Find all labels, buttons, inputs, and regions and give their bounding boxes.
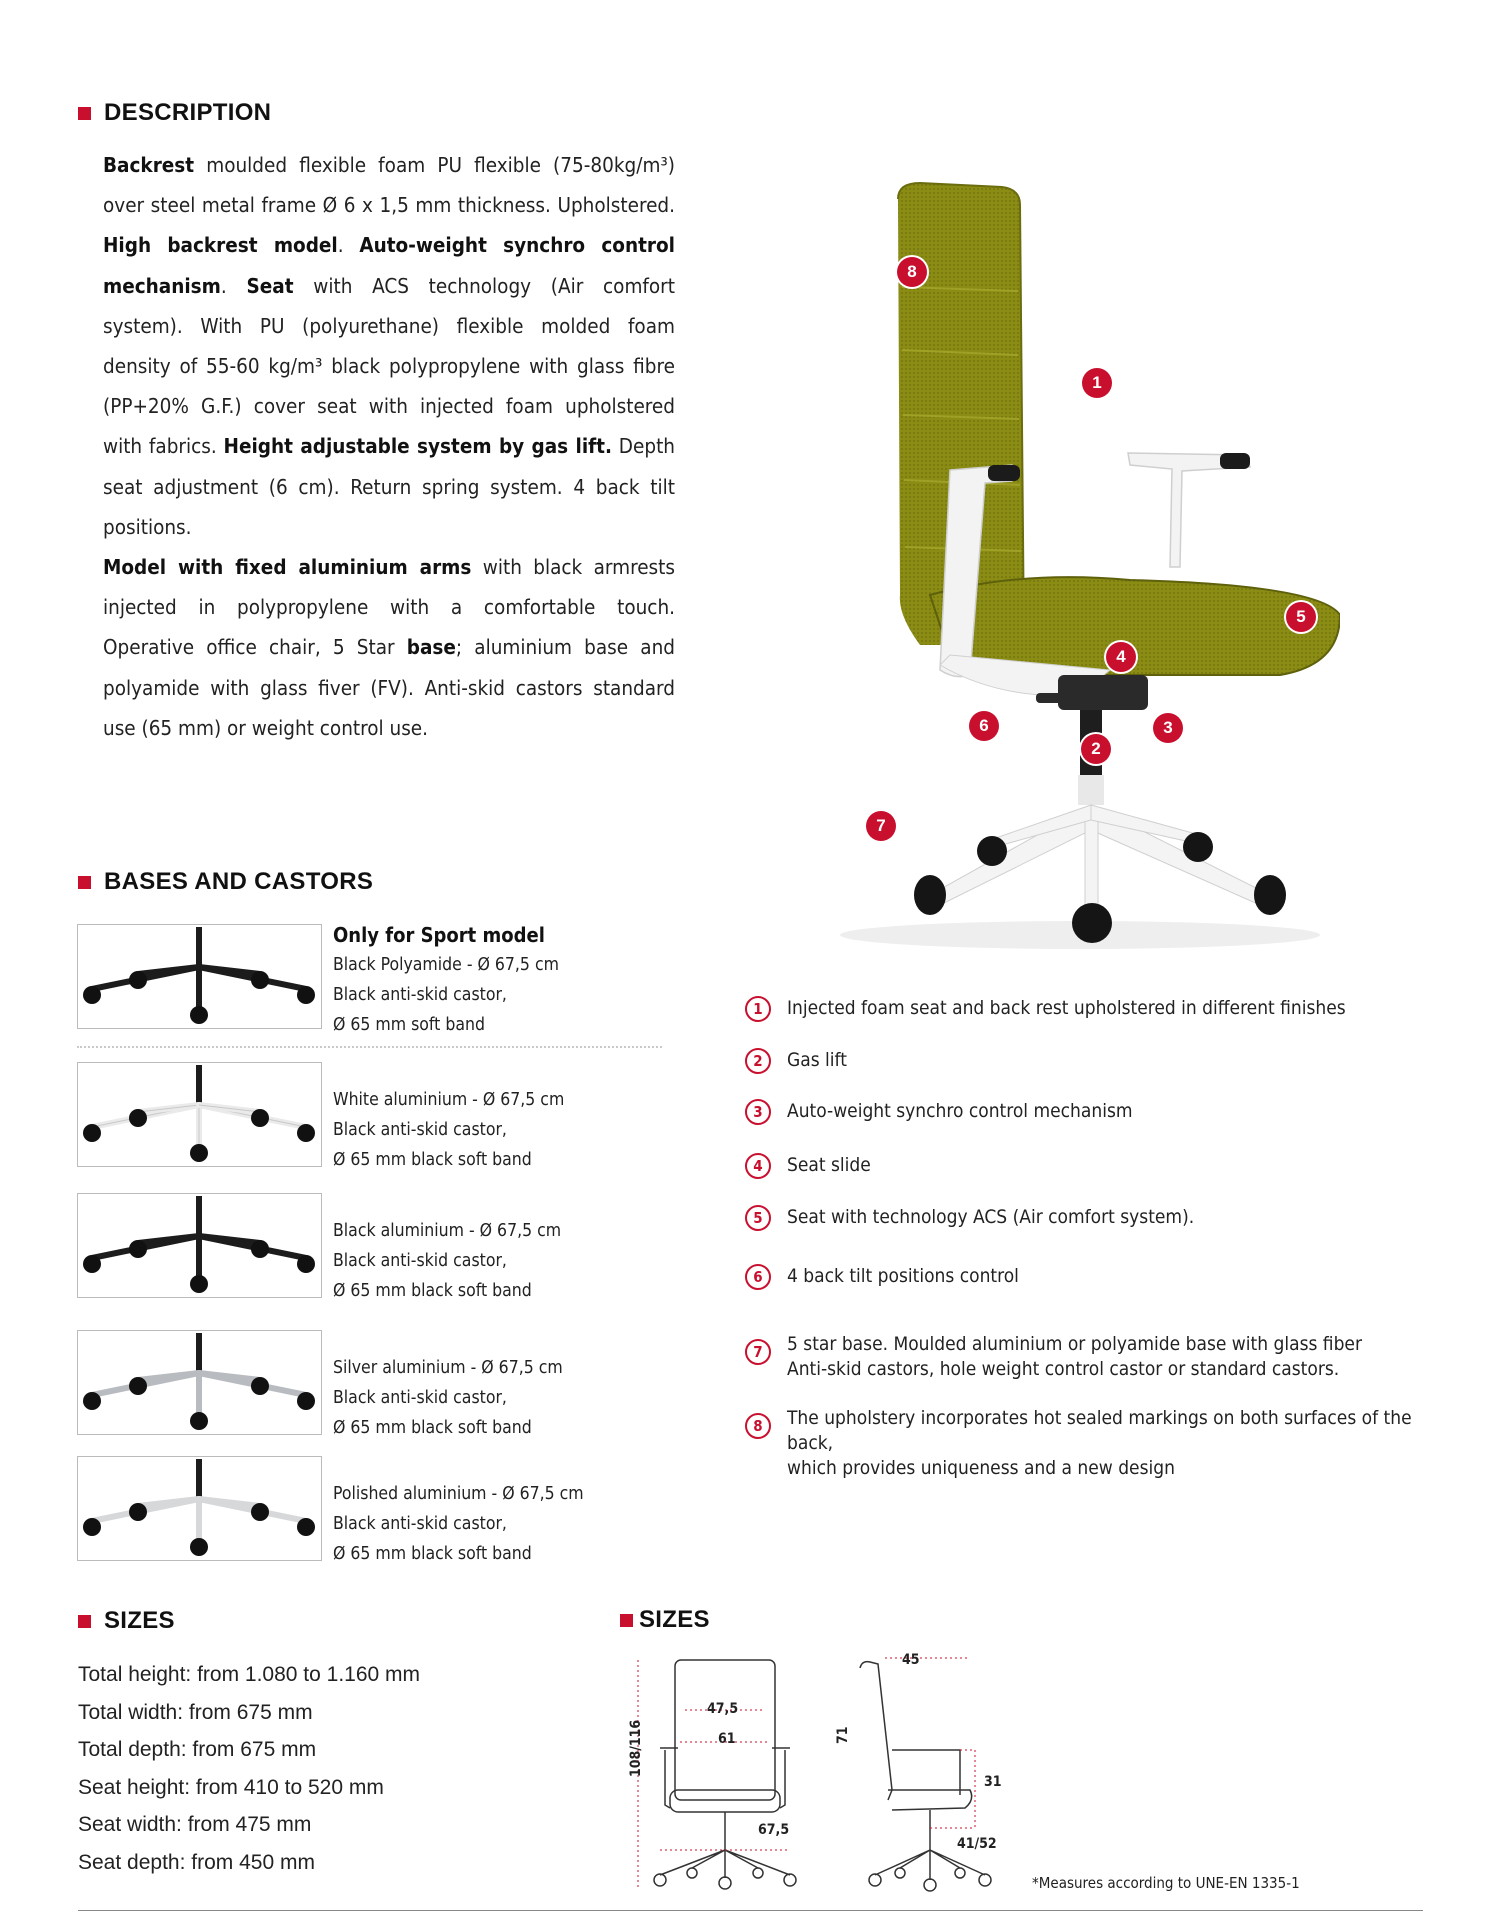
desc-bold: Seat	[246, 273, 294, 298]
base-thumbnail	[77, 1456, 322, 1561]
base-line: Ø 65 mm soft band	[333, 1015, 485, 1035]
divider	[77, 1046, 662, 1048]
dimension-diagram	[630, 1650, 1010, 1900]
desc-text: moulded flexible foam PU flexible (75-80kg/m³) over steel metal frame Ø 6 x 1,5 mm thickness. Upholstered.	[103, 153, 675, 218]
feature-number: 7	[745, 1339, 771, 1365]
base-line: Black anti-skid castor,	[333, 1388, 507, 1408]
desc-text: .	[220, 273, 247, 298]
base-line: Silver aluminium - Ø 67,5 cm	[333, 1358, 563, 1378]
dim-base-width: 67,5	[758, 1822, 790, 1838]
feature-number: 6	[745, 1264, 771, 1290]
bottom-rule	[78, 1910, 1423, 1911]
base-description	[333, 1085, 564, 1175]
base-line: Ø 65 mm black soft band	[333, 1544, 532, 1564]
desc-text: ; aluminium base and polyamide with glass fiver (FV). Anti-skid castors standard use (65 mm) or weight control use.	[103, 635, 675, 740]
sizes-heading-text: SIZES	[104, 1607, 175, 1634]
base-description	[333, 1353, 563, 1443]
feature-text: Auto-weight synchro control mechanism	[787, 1100, 1133, 1122]
feature-item	[745, 1099, 1133, 1125]
feature-line: Anti-skid castors, hole weight control castor or standard castors.	[787, 1358, 1340, 1380]
feature-item	[745, 1264, 1019, 1290]
base-line: Black anti-skid castor,	[333, 1251, 507, 1271]
desc-bold: Backrest	[103, 153, 195, 177]
size-line: Seat width: from 475 mm	[78, 1813, 312, 1836]
desc-text: .	[337, 233, 360, 258]
marker-2: 2	[1081, 734, 1111, 764]
feature-line: The upholstery incorporates hot sealed markings on both surfaces of the back,	[787, 1407, 1412, 1454]
measurement-note: *Measures according to UNE-EN 1335-1	[1032, 1874, 1300, 1892]
bases-heading-text: BASES AND CASTORS	[104, 868, 374, 895]
feature-text: Seat with technology ACS (Air comfort system).	[787, 1206, 1195, 1228]
desc-bold: High backrest model	[103, 233, 338, 258]
marker-3: 3	[1153, 713, 1183, 743]
heading-square-icon	[78, 1615, 91, 1628]
feature-text	[787, 1406, 1445, 1481]
feature-number: 5	[745, 1205, 771, 1231]
dim-arm-width: 61	[718, 1731, 736, 1747]
front-view-drawing	[654, 1660, 796, 1889]
base-line: Black Polyamide - Ø 67,5 cm	[333, 955, 559, 975]
marker-7: 7	[866, 811, 896, 841]
side-view-drawing	[860, 1662, 991, 1891]
feature-line: which provides uniqueness and a new design	[787, 1457, 1175, 1479]
sizes-heading	[78, 1607, 175, 1635]
marker-6: 6	[969, 711, 999, 741]
description-heading-text: DESCRIPTION	[104, 99, 272, 126]
dim-backrest-width: 47,5	[707, 1701, 739, 1717]
size-line: Total width: from 675 mm	[78, 1700, 313, 1724]
feature-number: 4	[745, 1153, 771, 1179]
feature-item	[745, 1048, 847, 1074]
heading-square-icon	[78, 107, 91, 120]
size-line: Seat height: from 410 to 520 mm	[78, 1775, 384, 1799]
base-title: Only for Sport model	[333, 923, 545, 947]
chair-illustration	[780, 175, 1340, 955]
base-line: Black anti-skid castor,	[333, 985, 507, 1005]
marker-4: 4	[1106, 642, 1136, 672]
feature-item	[745, 1153, 871, 1179]
base-star-icon	[78, 925, 320, 1027]
base-line: Polished aluminium - Ø 67,5 cm	[333, 1484, 584, 1504]
feature-item	[745, 996, 1346, 1022]
base-thumbnail	[77, 1330, 322, 1435]
desc-text: with black armrests injected in polypropylene with a comfortable touch. Operative office chair, 5 Star	[103, 555, 676, 660]
desc-bold: Height adjustable system by gas lift.	[223, 434, 612, 459]
feature-text: Gas lift	[787, 1049, 847, 1071]
base-star-icon	[78, 1063, 320, 1165]
base-thumbnail	[77, 1193, 322, 1298]
feature-number: 1	[745, 996, 771, 1022]
size-line: Total depth: from 675 mm	[78, 1738, 317, 1761]
feature-item	[745, 1332, 1362, 1382]
base-line: Black aluminium - Ø 67,5 cm	[333, 1221, 562, 1241]
base-description	[333, 920, 559, 1040]
desc-bold: Auto-weight synchro control mechanism	[103, 233, 675, 298]
base-line: Ø 65 mm black soft band	[333, 1418, 532, 1438]
dim-total-height: 108/116	[628, 1719, 644, 1777]
heading-square-icon	[78, 876, 91, 889]
description-paragraph-2	[103, 547, 675, 748]
heading-square-icon	[620, 1614, 633, 1627]
bases-heading	[78, 868, 373, 896]
marker-1: 1	[1082, 368, 1112, 398]
base-star-icon	[78, 1194, 320, 1296]
feature-text: 4 back tilt positions control	[787, 1265, 1019, 1287]
feature-number: 2	[745, 1048, 771, 1074]
base-line: Black anti-skid castor,	[333, 1120, 507, 1140]
diagram-heading	[620, 1606, 710, 1634]
chair-image	[780, 175, 1340, 955]
base-line: White aluminium - Ø 67,5 cm	[333, 1090, 565, 1110]
desc-bold: base	[406, 635, 456, 660]
marker-8: 8	[897, 257, 927, 287]
dim-arm-height: 31	[984, 1774, 1002, 1790]
feature-text: Seat slide	[787, 1154, 871, 1176]
base-thumbnail	[77, 1062, 322, 1167]
feature-item	[745, 1205, 1194, 1231]
base-description	[333, 1479, 584, 1569]
base-line: Black anti-skid castor,	[333, 1514, 507, 1534]
desc-bold: Model with fixed aluminium arms	[103, 555, 472, 580]
feature-item	[745, 1406, 1445, 1481]
diagram-heading-text: SIZES	[639, 1606, 710, 1633]
base-description	[333, 1216, 561, 1306]
side-dimension-lines	[885, 1658, 975, 1830]
base-line: Ø 65 mm black soft band	[333, 1281, 532, 1301]
base-star-icon	[78, 1457, 320, 1559]
sizes-list	[78, 1656, 420, 1881]
feature-number: 3	[745, 1099, 771, 1125]
size-line: Total height: from 1.080 to 1.160 mm	[78, 1663, 421, 1686]
desc-text: Depth seat adjustment (6 cm). Return spring system. 4 back tilt positions.	[103, 434, 675, 539]
feature-text	[787, 1332, 1362, 1382]
dim-backrest-height: 71	[835, 1726, 851, 1744]
base-line: Ø 65 mm black soft band	[333, 1150, 532, 1170]
feature-number: 8	[745, 1413, 771, 1439]
size-line: Seat depth: from 450 mm	[78, 1850, 315, 1874]
feature-text: Injected foam seat and back rest upholstered in different finishes	[787, 997, 1346, 1019]
desc-text: with ACS technology (Air comfort system). With PU (polyurethane) flexible molded foam density of 55-60 kg/m³ black polypropylene with glass fibre (PP+20% G.F.) cover seat with injected foam upholstered with fabrics.	[103, 273, 675, 459]
description-text	[103, 145, 675, 748]
description-paragraph-1	[103, 145, 675, 547]
marker-5: 5	[1286, 602, 1316, 632]
dim-seat-depth: 45	[902, 1652, 920, 1668]
base-star-icon	[78, 1331, 320, 1433]
base-thumbnail	[77, 924, 322, 1029]
dim-seat-height: 41/52	[957, 1836, 997, 1852]
feature-line: 5 star base. Moulded aluminium or polyamide base with glass fiber	[787, 1333, 1362, 1355]
description-heading	[78, 99, 271, 127]
